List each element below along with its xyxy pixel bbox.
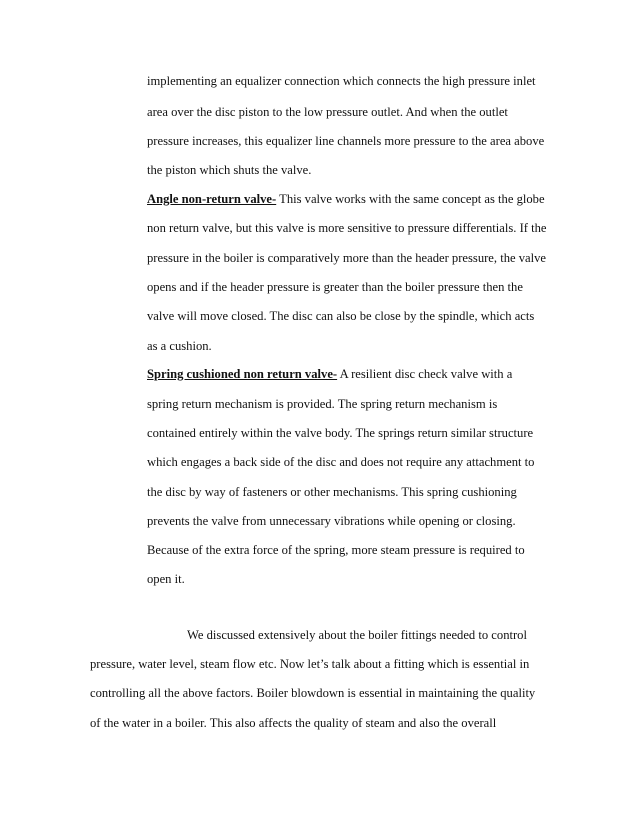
bullet-heading: Spring cushioned non return valve- bbox=[147, 367, 338, 381]
text-line: prevents the valve from unnecessary vibrations while opening or closing. bbox=[147, 514, 516, 528]
text-line: as a cushion. bbox=[147, 339, 212, 353]
text-line: A resilient disc check valve with a bbox=[337, 367, 513, 381]
text-line: opens and if the header pressure is greater than the boiler pressure then the bbox=[147, 280, 523, 294]
text-line: spring return mechanism is provided. The spring return mechanism is bbox=[147, 397, 498, 411]
text-line: pressure, water level, steam flow etc. Now let’s talk about a fitting which is essential in bbox=[90, 657, 530, 671]
text-line: implementing an equalizer connection which connects the high pressure inlet bbox=[147, 74, 536, 88]
text-line: non return valve, but this valve is more sensitive to pressure differentials. If the bbox=[147, 221, 547, 235]
text-line: pressure in the boiler is comparatively more than the header pressure, the valve bbox=[147, 251, 547, 265]
bullet-item-spring-valve bbox=[147, 366, 512, 382]
text-line: Because of the extra force of the spring, more steam pressure is required to bbox=[147, 543, 525, 557]
text-line: the disc by way of fasteners or other mechanisms. This spring cushioning bbox=[147, 485, 517, 499]
text-line: We discussed extensively about the boiler fittings needed to control bbox=[187, 628, 527, 642]
text-line: the piston which shuts the valve. bbox=[147, 163, 312, 177]
text-line: This valve works with the same concept as the globe bbox=[276, 192, 545, 206]
text-line: which engages a back side of the disc and does not require any attachment to bbox=[147, 455, 535, 469]
text-line: of the water in a boiler. This also affects the quality of steam and also the overall bbox=[90, 716, 497, 730]
text-line: controlling all the above factors. Boiler blowdown is essential in maintaining the quality bbox=[90, 686, 536, 700]
bullet-item-angle-valve bbox=[147, 191, 545, 207]
text-line: contained entirely within the valve body. The springs return similar structure bbox=[147, 426, 534, 440]
bullet-heading: Angle non-return valve- bbox=[147, 192, 277, 206]
text-line: area over the disc piston to the low pressure outlet. And when the outlet bbox=[147, 105, 508, 119]
text-line: open it. bbox=[147, 572, 185, 586]
text-line: pressure increases, this equalizer line channels more pressure to the area above bbox=[147, 134, 545, 148]
text-line: valve will move closed. The disc can also be close by the spindle, which acts bbox=[147, 309, 535, 323]
